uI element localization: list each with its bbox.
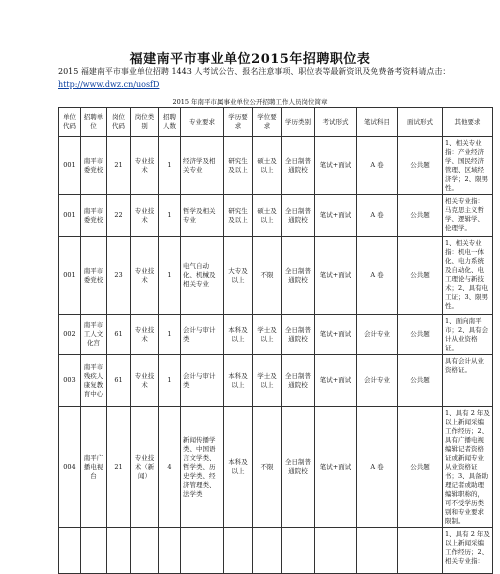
info-link[interactable]: http://www.dwz.cn/uosfD [58,80,160,89]
table-cell: 学士及以上 [253,315,282,355]
header-cell: 面试形式 [398,108,443,137]
table-cell [81,528,107,574]
table-cell: 1、面向南平市；2、具有会计从业资格证。 [443,315,493,355]
table-cell: 全日制普通院校 [282,355,315,407]
header-cell: 学历类别 [282,108,315,137]
table-cell: 南平市委党校 [81,137,107,195]
table-cell [131,528,159,574]
table-cell: 1 [159,315,181,355]
table-cell: 22 [107,195,131,237]
table-cell: 笔试+面试 [315,355,357,407]
table-cell: 会计与审计类 [181,315,224,355]
table-cell: 公共题 [398,237,443,315]
table-cell: 专业技术 [131,355,159,407]
table-cell: 相关专业指：马克思主义哲学、逻辑学、伦理学。 [443,195,493,237]
table-cell: 学士及以上 [253,355,282,407]
table-cell: 南平市工人文化宫 [81,315,107,355]
header-cell: 岗位代码 [107,108,131,137]
table-cell [315,528,357,574]
table-row [59,195,493,237]
header-cell: 学位要求 [253,108,282,137]
table-cell: 专业技术 [131,195,159,237]
table-row [59,355,493,407]
table-cell: 1、相关专业指：机电一体化、电力系统及自动化、电工理论与新技术；2、具有电工证；3、限男性。 [443,237,493,315]
table-cell: 1 [159,195,181,237]
table-cell [159,528,181,574]
table-cell [282,528,315,574]
table-cell: 全日制普通院校 [282,237,315,315]
table-cell: 不限 [253,237,282,315]
table-cell: 61 [107,315,131,355]
table-cell: 笔试+面试 [315,195,357,237]
header-cell: 其他要求 [443,108,493,137]
table-cell: 1 [159,137,181,195]
table-cell: 001 [59,195,81,237]
table-cell: 002 [59,315,81,355]
table-cell: 不限 [253,407,282,528]
header-cell: 招聘单位 [81,108,107,137]
table-cell: 专业技术 [131,137,159,195]
table-cell: 会计与审计类 [181,355,224,407]
table-cell: 23 [107,237,131,315]
table-cell: 研究生及以上 [224,195,253,237]
table-row [59,315,493,355]
table-cell: 专业技术（新闻） [131,407,159,528]
table-cell: 003 [59,355,81,407]
table-cell [224,528,253,574]
table-cell: 新闻传播学类、中国语言文学类、哲学类、历史学类、经济管理类、法学类 [181,407,224,528]
table-cell: 4 [159,407,181,528]
table-cell: 公共题 [398,355,443,407]
table-cell: 1 [159,237,181,315]
table-cell: A 卷 [357,195,398,237]
table-cell: 笔试+面试 [315,407,357,528]
table-cell [181,528,224,574]
table-cell: 001 [59,237,81,315]
table-cell: 全日制普通院校 [282,315,315,355]
table-cell: 21 [107,407,131,528]
header-cell: 考试形式 [315,108,357,137]
header-cell: 笔试科目 [357,108,398,137]
table-cell: 公共题 [398,407,443,528]
table-cell [253,528,282,574]
table-header-row [59,108,493,137]
table-row [59,137,493,195]
table-cell: 1、具有 2 年及以上新闻采编工作经历；2、相关专业指： [443,528,493,574]
table-cell [398,528,443,574]
table-cell: 本科及以上 [224,315,253,355]
table-cell: 经济学及相关专业 [181,137,224,195]
table-cell: 哲学及相关专业 [181,195,224,237]
table-cell: 专业技术 [131,237,159,315]
table-cell: 电气自动化、机械及相关专业 [181,237,224,315]
table-cell: 全日制普通院校 [282,407,315,528]
table-cell [59,528,81,574]
table-cell: 具有会计从业资格证。 [443,355,493,407]
table-cell: 本科及以上 [224,407,253,528]
table-row [59,528,493,574]
table-cell: 1、相关专业指：产业经济学、国民经济管理、区域经济学；2、限男性。 [443,137,493,195]
intro-text: 2015 福建南平市事业单位招聘 1443 人考试公告、报名注意事项、职位表等最新资讯及免费备考资料请点击： [58,67,451,76]
table-cell: 笔试+面试 [315,315,357,355]
table-cell: A 卷 [357,137,398,195]
table-cell: 全日制普通院校 [282,195,315,237]
table-cell: 笔试+面试 [315,237,357,315]
table-cell: 004 [59,407,81,528]
table-cell: 公共题 [398,195,443,237]
header-cell: 专业要求 [181,108,224,137]
table-cell: 笔试+面试 [315,137,357,195]
table-cell: 南平市残疾人康复教育中心 [81,355,107,407]
page-title: 福建南平市事业单位2015年招聘职位表 [129,52,371,67]
table-cell: 大专及以上 [224,237,253,315]
table-caption: 2015 年南平市属事业单位公开招聘工作人员岗位简章 [172,98,328,106]
table-row [59,407,493,528]
table-cell: 61 [107,355,131,407]
table-cell: 公共题 [398,137,443,195]
table-cell: 21 [107,137,131,195]
table-cell: A 卷 [357,407,398,528]
table-cell: 会计专业 [357,355,398,407]
table-cell: 001 [59,137,81,195]
table-cell: 公共题 [398,315,443,355]
table-cell: 专业技术 [131,315,159,355]
table-cell: 南平市委党校 [81,237,107,315]
table-cell: 研究生及以上 [224,137,253,195]
table-cell: 全日制普通院校 [282,137,315,195]
table-cell [357,528,398,574]
table-cell: 1 [159,355,181,407]
table-row [59,237,493,315]
table-cell: 1、具有 2 年及以上新闻采编工作经历；2、具有广播电视编辑记者资格证或新闻专业从业资格证书；3、具备助理记者或助理编辑职称的，可不受学历类别和专业要求限制。 [443,407,493,528]
table-cell: 硕士及以上 [253,137,282,195]
table-cell: 硕士及以上 [253,195,282,237]
header-cell: 学历要求 [224,108,253,137]
table-cell: A 卷 [357,237,398,315]
job-positions-table [58,107,493,574]
table-cell: 南平广播电视台 [81,407,107,528]
header-cell: 招聘人数 [159,108,181,137]
table-cell: 南平市委党校 [81,195,107,237]
table-cell: 本科及以上 [224,355,253,407]
header-cell: 岗位类别 [131,108,159,137]
header-cell: 单位代码 [59,108,81,137]
table-cell [107,528,131,574]
table-cell: 会计专业 [357,315,398,355]
